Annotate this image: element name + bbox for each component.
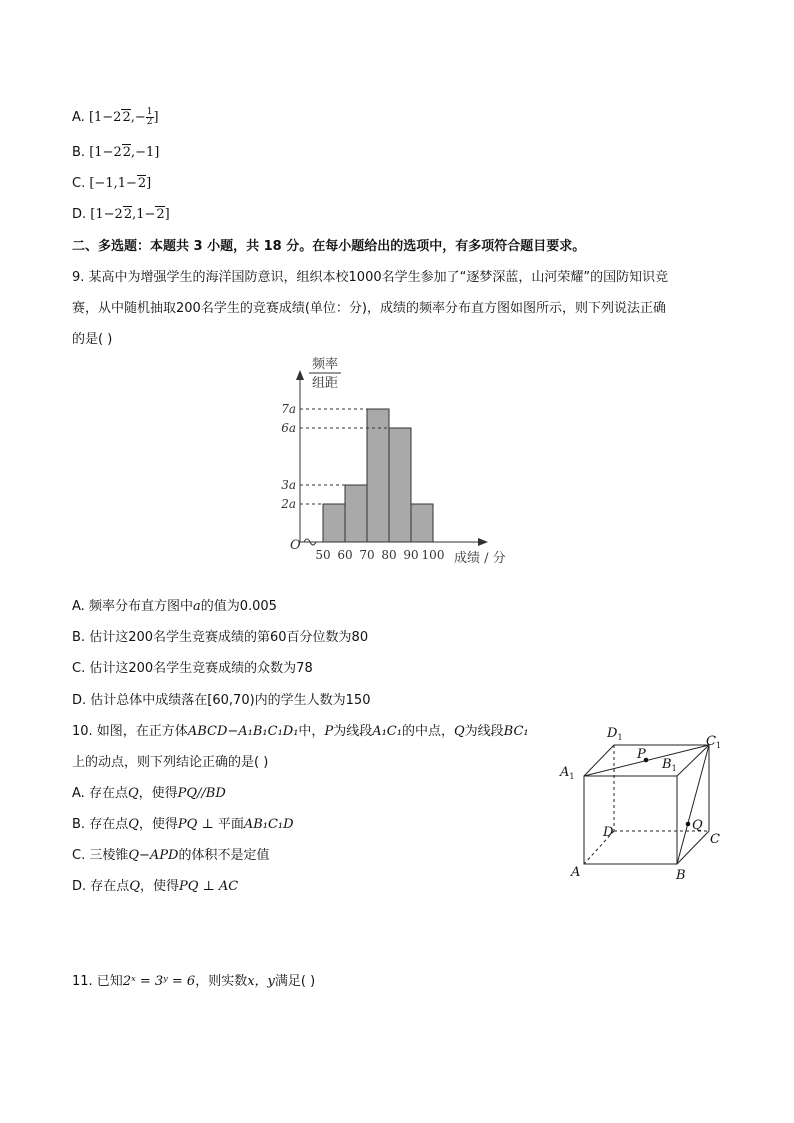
q9-stem-line2: 赛，从中随机抽取200名学生的竞赛成绩(单位：分)，成绩的频率分布直方图如图所示，则下列说法正确: [72, 301, 666, 316]
x-axis-arrow: [478, 538, 488, 546]
q10-stem-line1: 10. 如图，在正方体ABCD−A₁B₁C₁D₁中，P为线段A₁C₁的中点，Q为线段BC₁: [72, 724, 529, 739]
origin-label: O: [290, 538, 301, 553]
option-label: A.: [72, 110, 85, 125]
q8-option-c: C. [−1,1−2]: [72, 176, 152, 191]
q8-option-d: D. [1−22,1−2]: [72, 207, 170, 222]
bar-80-90: [389, 428, 411, 542]
q8-option-b: B. [1−22,−1]: [72, 145, 160, 160]
q10-stem-line2: 上的动点，则下列结论正确的是( ): [72, 755, 269, 770]
option-d-math: [1−22,1−2]: [90, 207, 170, 222]
bar-90-100: [411, 504, 433, 542]
xtick-50: 50: [315, 548, 331, 562]
option-b-math: [1−22,−1]: [89, 145, 160, 160]
q10-option-d: D. 存在点Q，使得PQ ⊥ AC: [72, 879, 239, 894]
xtick-100: 100: [421, 548, 445, 562]
bar-50-60: [323, 504, 345, 542]
q10-option-c: C. 三棱锥Q−APD的体积不是定值: [72, 848, 270, 863]
label-c: C: [710, 832, 720, 847]
label-c1: $C_1$: [706, 734, 722, 750]
ytick-7a: 7a: [281, 402, 296, 416]
ylabel-top: 频率: [311, 357, 339, 372]
q9-stem-line3: 的是( ): [72, 332, 113, 347]
label-d1: $D_1$: [607, 726, 623, 742]
label-q: Q: [692, 818, 703, 833]
ytick-6a: 6a: [281, 421, 296, 435]
label-b1: $B_1$: [662, 757, 677, 773]
ytick-3a: 3a: [281, 478, 296, 492]
xtick-90: 90: [403, 548, 419, 562]
xtick-60: 60: [337, 548, 353, 562]
xtick-70: 70: [359, 548, 375, 562]
label-a1: $A_1$: [560, 765, 575, 781]
y-axis-arrow: [296, 370, 304, 380]
section-title: 二、多选题：本题共 3 小题，共 18 分。在每小题给出的选项中，有多项符合题目要求。: [72, 239, 586, 254]
ylabel-bottom: 组距: [311, 376, 339, 391]
frequency-histogram: [270, 350, 530, 580]
q9-option-d: D. 估计总体中成绩落在[60,70)内的学生人数为150: [72, 693, 371, 708]
cube-figure: [555, 720, 735, 890]
point-q: [686, 822, 691, 827]
label-b: B: [676, 868, 686, 883]
q10-option-b: B. 存在点Q，使得PQ ⊥ 平面AB₁C₁D: [72, 817, 294, 832]
q10-option-a: A. 存在点Q，使得PQ//BD: [72, 786, 226, 801]
label-d: D: [603, 825, 614, 840]
q9-option-a: A. 频率分布直方图中a的值为0.005: [72, 599, 277, 614]
label-a: A: [571, 865, 581, 880]
label-p: P: [637, 747, 646, 762]
bar-70-80: [367, 409, 389, 542]
q9-stem-line1: 9. 某高中为增强学生的海洋国防意识，组织本校1000名学生参加了“逐梦深蓝，山河荣耀”的国防知识竞: [72, 270, 669, 285]
ytick-2a: 2a: [281, 497, 296, 511]
q11-stem: 11. 已知2ˣ = 3ʸ = 6，则实数x，y满足( ): [72, 974, 316, 989]
bar-60-70: [345, 485, 367, 542]
xlabel: 成绩 / 分: [454, 551, 506, 566]
q9-option-c: C. 估计这200名学生竞赛成绩的众数为78: [72, 661, 313, 676]
q8-option-a: [72, 108, 159, 128]
option-c-math: [−1,1−2]: [89, 176, 152, 191]
option-a-math: [1−22,− $\frac{1}{2}$ ]: [88, 107, 159, 127]
xtick-80: 80: [381, 548, 397, 562]
q9-option-b: B. 估计这200名学生竞赛成绩的第60百分位数为80: [72, 630, 369, 645]
